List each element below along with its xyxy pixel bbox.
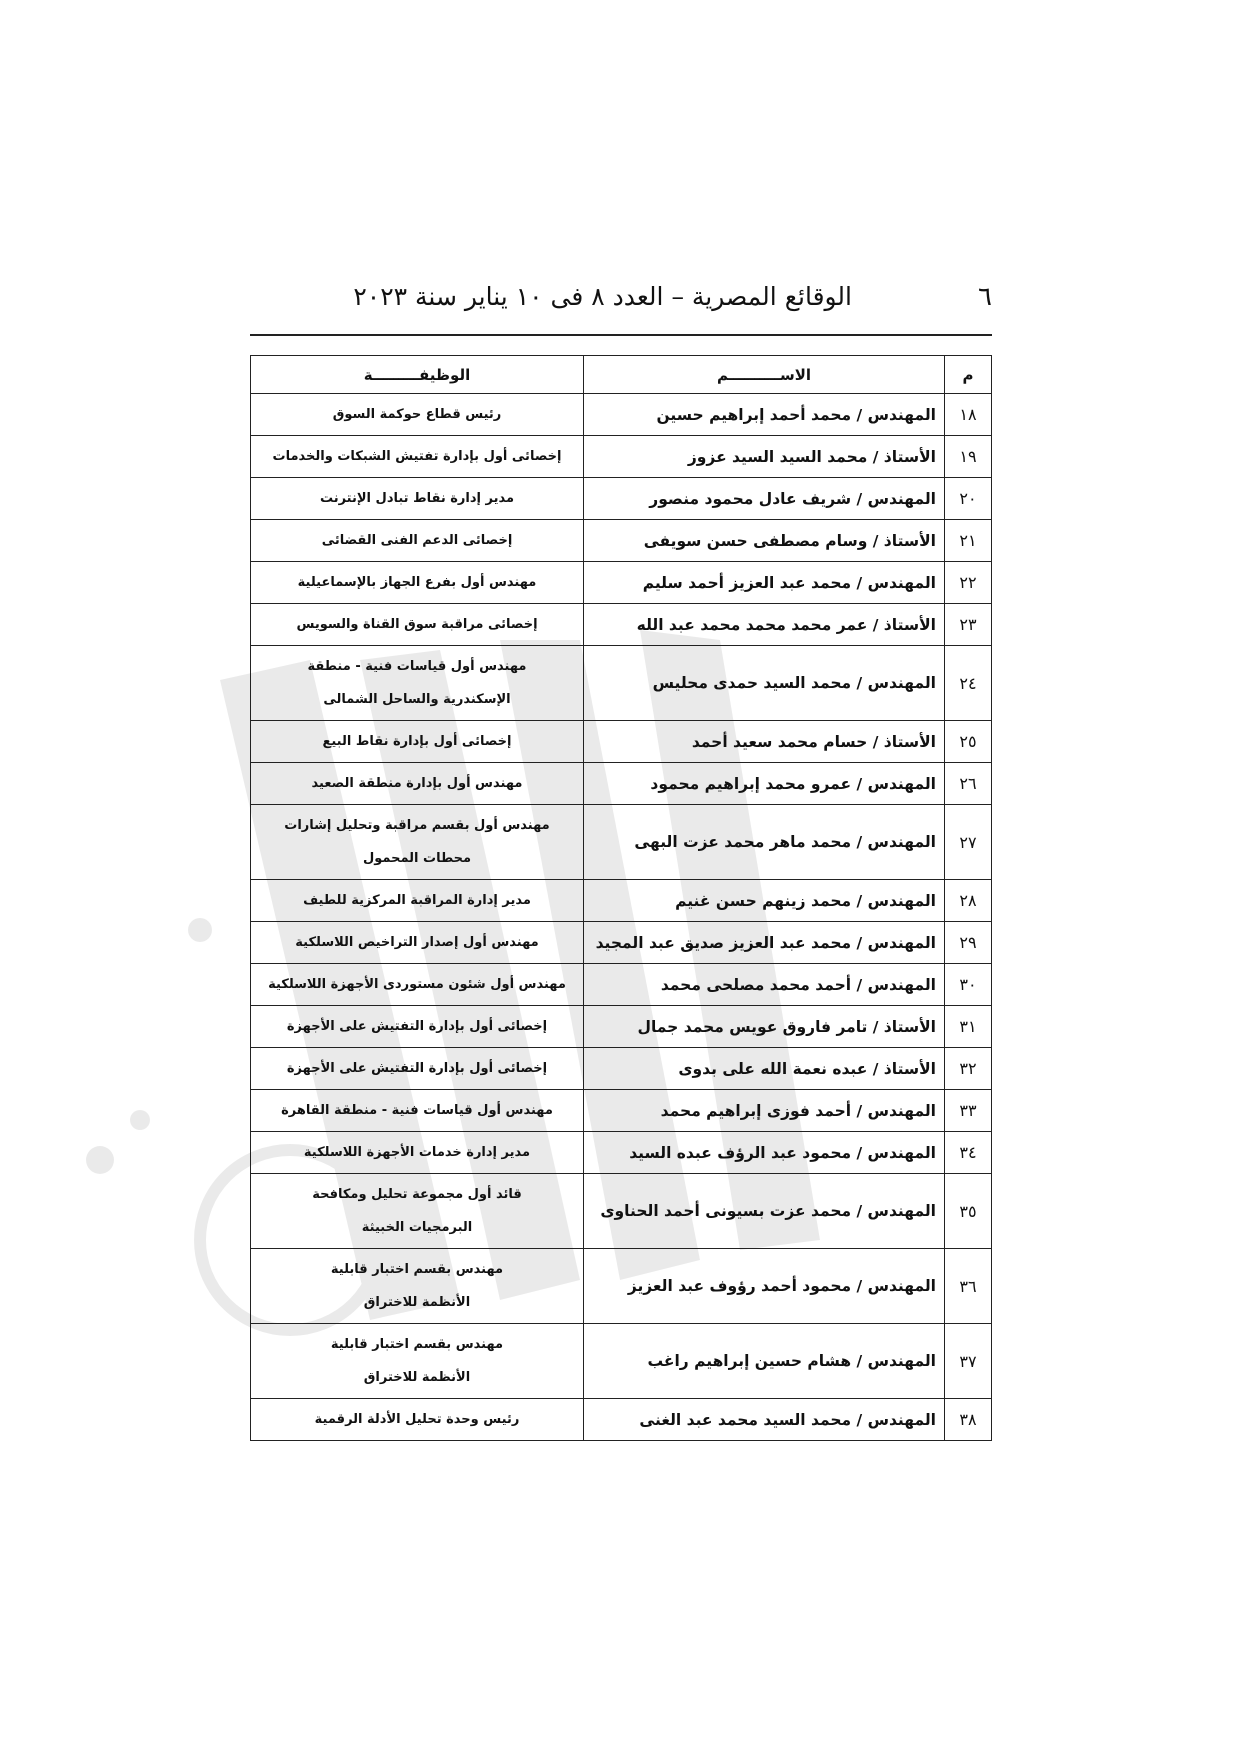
job-title: رئيس قطاع حوكمة السوق	[251, 394, 584, 436]
column-header-name: الاســــــــــم	[584, 356, 945, 394]
table-row	[251, 604, 992, 646]
job-title-line: مهندس أول بقسم مراقبة وتحليل إشارات	[284, 818, 550, 833]
job-title: مدير إدارة خدمات الأجهزة اللاسلكية	[251, 1132, 584, 1174]
job-title	[251, 1174, 584, 1249]
table-row	[251, 646, 992, 721]
job-title-line: مهندس بقسم اختبار قابلية	[330, 1337, 504, 1352]
row-number: ٣٣	[945, 1090, 992, 1132]
table-row	[251, 1048, 992, 1090]
row-number: ٣٦	[945, 1249, 992, 1324]
job-title-line: مهندس أول قياسات فنية - منطقة	[307, 659, 527, 674]
employee-name: المهندس / أحمد فوزى إبراهيم محمد	[584, 1090, 945, 1132]
row-number: ١٨	[945, 394, 992, 436]
job-title: مهندس أول إصدار التراخيص اللاسلكية	[251, 922, 584, 964]
column-header-job: الوظيفـــــــــة	[251, 356, 584, 394]
job-title-line: الأنظمة للاختراق	[363, 1370, 471, 1385]
employee-name: المهندس / محمد عبد العزيز صديق عبد المجيد	[584, 922, 945, 964]
table-row	[251, 805, 992, 880]
row-number: ٢٠	[945, 478, 992, 520]
employee-name: المهندس / محمود أحمد رؤوف عبد العزيز	[584, 1249, 945, 1324]
job-title: إخصائى أول بإدارة نقاط البيع	[251, 721, 584, 763]
row-number: ٢٨	[945, 880, 992, 922]
job-title: إخصائى الدعم الفنى القضائى	[251, 520, 584, 562]
job-title	[251, 805, 584, 880]
row-number: ٢٦	[945, 763, 992, 805]
table-row	[251, 1249, 992, 1324]
job-title	[251, 1249, 584, 1324]
row-number: ٣٤	[945, 1132, 992, 1174]
table-row	[251, 394, 992, 436]
gazette-title: الوقائع المصرية – العدد ٨ فى ١٠ يناير سنة ٢٠٢٣	[353, 282, 852, 311]
job-title-line: محطات المحمول	[362, 851, 472, 866]
row-number: ٢٥	[945, 721, 992, 763]
job-title-line: الأنظمة للاختراق	[363, 1295, 471, 1310]
row-number: ٢١	[945, 520, 992, 562]
row-number: ٣١	[945, 1006, 992, 1048]
job-title	[251, 646, 584, 721]
table-row	[251, 1399, 992, 1441]
employee-name: المهندس / شريف عادل محمود منصور	[584, 478, 945, 520]
employee-name: الأستاذ / وسام مصطفى حسن سويفى	[584, 520, 945, 562]
table-row	[251, 478, 992, 520]
employee-name: المهندس / محمد عبد العزيز أحمد سليم	[584, 562, 945, 604]
employee-name: الأستاذ / عمر محمد محمد محمد عبد الله	[584, 604, 945, 646]
table-header-row	[251, 356, 992, 394]
row-number: ١٩	[945, 436, 992, 478]
job-title: مهندس أول بفرع الجهاز بالإسماعيلية	[251, 562, 584, 604]
job-title-line: مهندس بقسم اختبار قابلية	[330, 1262, 504, 1277]
row-number: ٢٧	[945, 805, 992, 880]
job-title: مدير إدارة المراقبة المركزية للطيف	[251, 880, 584, 922]
employee-name: الأستاذ / تامر فاروق عويس محمد جمال	[584, 1006, 945, 1048]
table-row	[251, 922, 992, 964]
job-title: مهندس أول بإدارة منطقة الصعيد	[251, 763, 584, 805]
column-header-number: م	[945, 356, 992, 394]
employee-name: المهندس / هشام حسين إبراهيم راغب	[584, 1324, 945, 1399]
employee-name: المهندس / محمد السيد حمدى محليس	[584, 646, 945, 721]
employee-name: الأستاذ / حسام محمد سعيد أحمد	[584, 721, 945, 763]
row-number: ٣٥	[945, 1174, 992, 1249]
table-row	[251, 1006, 992, 1048]
table-row	[251, 1324, 992, 1399]
employee-name: المهندس / محمد السيد محمد عبد الغنى	[584, 1399, 945, 1441]
table-row	[251, 964, 992, 1006]
job-title: إخصائى أول بإدارة التفتيش على الأجهزة	[251, 1006, 584, 1048]
table-row	[251, 1174, 992, 1249]
page-number: ٦	[978, 282, 992, 312]
job-title: مهندس أول شئون مستوردى الأجهزة اللاسلكية	[251, 964, 584, 1006]
row-number: ٢٢	[945, 562, 992, 604]
job-title-line: البرمجيات الخبيثة	[361, 1220, 473, 1235]
employee-name: المهندس / محمد أحمد إبراهيم حسين	[584, 394, 945, 436]
table-row	[251, 1090, 992, 1132]
table-row	[251, 1132, 992, 1174]
header-rule	[250, 334, 992, 336]
employee-name: الأستاذ / عبده نعمة الله على بدوى	[584, 1048, 945, 1090]
employee-name: الأستاذ / محمد السيد السيد عزوز	[584, 436, 945, 478]
table-row	[251, 721, 992, 763]
employee-name: المهندس / عمرو محمد إبراهيم محمود	[584, 763, 945, 805]
job-title-line: الإسكندرية والساحل الشمالى	[323, 692, 511, 707]
row-number: ٢٩	[945, 922, 992, 964]
job-title: مهندس أول قياسات فنية - منطقة القاهرة	[251, 1090, 584, 1132]
job-title: مدير إدارة نقاط تبادل الإنترنت	[251, 478, 584, 520]
staff-table	[250, 355, 992, 1441]
job-title: إخصائى أول بإدارة تفتيش الشبكات والخدمات	[251, 436, 584, 478]
table-row	[251, 436, 992, 478]
row-number: ٢٤	[945, 646, 992, 721]
row-number: ٢٣	[945, 604, 992, 646]
page-header	[250, 282, 992, 322]
job-title	[251, 1324, 584, 1399]
employee-name: المهندس / محمد زينهم حسن غنيم	[584, 880, 945, 922]
job-title-line: قائد أول مجموعة تحليل ومكافحة	[312, 1187, 522, 1202]
table-row	[251, 763, 992, 805]
employee-name: المهندس / محمود عبد الرؤف عبده السيد	[584, 1132, 945, 1174]
job-title: إخصائى مراقبة سوق القناة والسويس	[251, 604, 584, 646]
table-row	[251, 880, 992, 922]
employee-name: المهندس / محمد عزت بسيونى أحمد الحناوى	[584, 1174, 945, 1249]
table-row	[251, 520, 992, 562]
employee-name: المهندس / أحمد محمد مصلحى محمد	[584, 964, 945, 1006]
row-number: ٣٧	[945, 1324, 992, 1399]
job-title: رئيس وحدة تحليل الأدلة الرقمية	[251, 1399, 584, 1441]
row-number: ٣٢	[945, 1048, 992, 1090]
employee-name: المهندس / محمد ماهر محمد عزت البهى	[584, 805, 945, 880]
table-row	[251, 562, 992, 604]
row-number: ٣٠	[945, 964, 992, 1006]
row-number: ٣٨	[945, 1399, 992, 1441]
job-title: إخصائى أول بإدارة التفتيش على الأجهزة	[251, 1048, 584, 1090]
